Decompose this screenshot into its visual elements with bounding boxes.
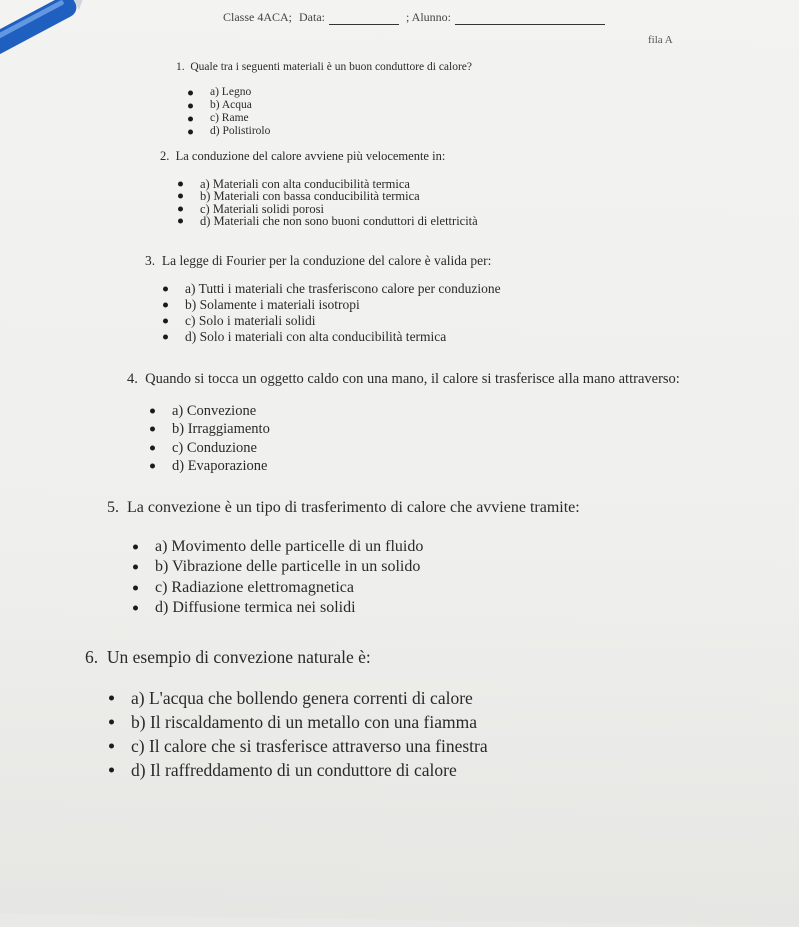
question-5-text: 5. La convezione è un tipo di trasferimento di calore che avviene tramite: <box>107 499 580 516</box>
option-6d: d) Il raffreddamento di un conduttore di calore <box>131 758 488 782</box>
option-3a: a) Tutti i materiali che trasferiscono calore per conduzione <box>185 281 501 296</box>
option-6b: b) Il riscaldamento di un metallo con una fiamma <box>131 710 488 734</box>
option-2a: a) Materiali con alta conducibilità termica <box>200 178 478 191</box>
option-2b: b) Materiali con bassa conducibilità termica <box>200 190 478 203</box>
question-3-text: 3. La legge di Fourier per la conduzione del calore è valida per: <box>145 253 492 268</box>
option-3b: b) Solamente i materiali isotropi <box>185 297 501 313</box>
row-label: fila A <box>648 34 673 46</box>
option-5c: c) Radiazione elettromagnetica <box>155 578 580 599</box>
date-blank <box>329 24 399 25</box>
student-label: ; Alunno: <box>406 10 452 24</box>
question-5 <box>107 498 580 619</box>
option-1b: b) Acqua <box>210 99 472 112</box>
option-5d: d) Diffusione termica nei solidi <box>155 598 580 619</box>
question-2 <box>160 150 478 228</box>
option-3c: c) Solo i materiali solidi <box>185 313 501 329</box>
option-1c: c) Rame <box>210 112 472 125</box>
option-2c: c) Materiali solidi porosi <box>200 203 478 216</box>
option-4b: b) Irraggiamento <box>172 420 680 439</box>
option-1a: a) Legno <box>210 86 472 99</box>
question-4 <box>127 370 680 476</box>
option-6a: a) L'acqua che bollendo genera correnti di calore <box>131 686 488 710</box>
option-6c: c) Il calore che si trasferisce attraverso una finestra <box>131 736 488 756</box>
option-2d: d) Materiali che non sono buoni conduttori di elettricità <box>200 214 478 228</box>
question-2-text: 2. La conduzione del calore avviene più velocemente in: <box>160 149 446 163</box>
question-1-text: 1. Quale tra i seguenti materiali è un buon conduttore di calore? <box>176 61 473 73</box>
option-4d: d) Evaporazione <box>172 457 680 476</box>
option-5a: a) Movimento delle particelle di un fluido <box>155 537 580 558</box>
option-1d: d) Polistirolo <box>210 125 472 138</box>
class-label: Classe 4ACA; <box>223 10 292 24</box>
option-5b: b) Vibrazione delle particelle in un solido <box>155 557 580 578</box>
header-line <box>223 10 609 25</box>
option-3d: d) Solo i materiali con alta conducibilità termica <box>185 329 501 345</box>
student-blank <box>455 24 605 25</box>
question-4-text: 4. Quando si tocca un oggetto caldo con una mano, il calore si trasferisce alla mano attraverso: <box>127 371 680 387</box>
question-6-text: 6. Un esempio di convezione naturale è: <box>85 647 371 667</box>
option-4c: c) Conduzione <box>172 439 680 458</box>
option-4a: a) Convezione <box>172 402 680 421</box>
question-1 <box>176 61 472 138</box>
question-6 <box>85 645 488 782</box>
date-label: Data: <box>299 10 325 24</box>
question-3 <box>145 253 501 345</box>
